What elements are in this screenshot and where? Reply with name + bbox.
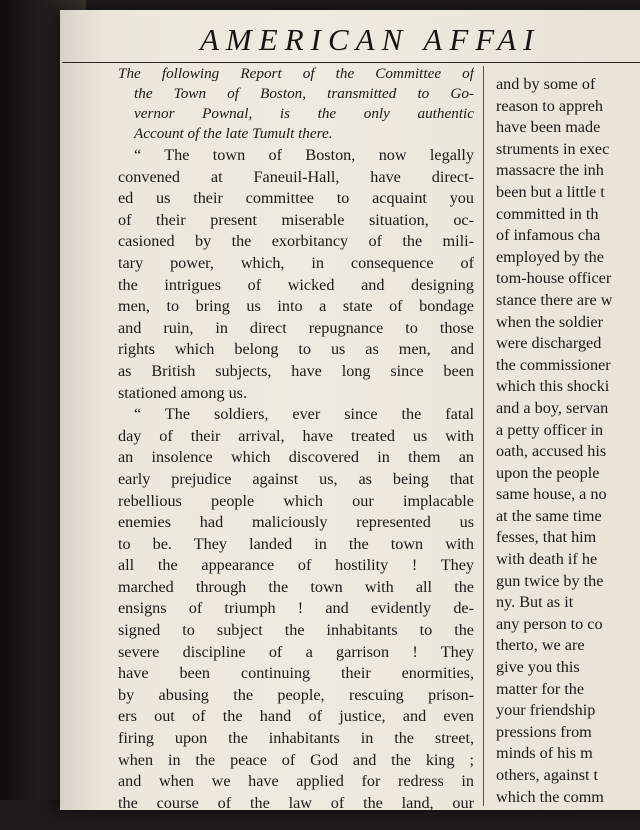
text-line: ny. But as it	[496, 593, 574, 612]
text-line: been but a little t	[496, 182, 605, 201]
right-column	[496, 74, 640, 830]
text-line: struments in exec	[496, 139, 610, 158]
text-line: all the appearance of hostility ! They	[118, 556, 474, 575]
text-line: others, against t	[496, 766, 599, 784]
text-line: early prejudice against us, as being that	[118, 469, 474, 488]
text-line: signed to subject the inhabitants to the	[118, 621, 474, 640]
text-line: massacre the inh	[496, 161, 604, 180]
text-line: and by some of	[496, 75, 596, 93]
text-line: The following Report of the Committee of	[118, 65, 474, 82]
text-line: “ The soldiers, ever since the fatal	[134, 405, 474, 424]
text-line: stance there are w	[496, 290, 613, 309]
text-line: reason to appreh	[496, 96, 603, 115]
text-line: fesses, that him	[496, 528, 597, 547]
text-line: ensigns of triumph ! and evidently de-	[118, 599, 474, 618]
text-line: severe discipline of a garrison ! They	[118, 642, 474, 661]
text-line: an insolence which discovered in them an	[118, 448, 474, 467]
text-line: which this shocki	[496, 377, 610, 396]
text-line: when in the peace of God and the king ;	[118, 750, 474, 769]
text-line: the course of the law of the land, our	[118, 793, 474, 812]
heading-rule	[62, 62, 640, 63]
text-line: tary power, which, in consequence of	[118, 253, 474, 272]
text-line: at the same time	[496, 506, 602, 525]
text-line: “ The town of Boston, now legally	[134, 146, 474, 164]
text-line: committed in th	[496, 204, 599, 223]
text-line: rebellious people which our implacable	[118, 491, 474, 510]
text-line: as British subjects, have long since been	[118, 361, 474, 380]
text-line: ed us their committee to acquaint you	[118, 189, 474, 208]
text-line: vernor Pownal, is the only authentic	[134, 105, 474, 122]
text-line: were discharged	[496, 334, 602, 353]
text-line: firing upon the inhabitants in the street,	[118, 729, 474, 748]
text-line: have been continuing their enormities,	[118, 664, 474, 683]
text-line: to be. They landed in the town with	[118, 534, 474, 553]
text-line: give you this	[496, 658, 580, 677]
text-line: and a boy, servan	[496, 398, 609, 417]
text-line: and ruin, in direct repugnance to those	[118, 318, 474, 337]
text-line: minds of his m	[496, 744, 593, 763]
text-line: convened at Faneuil-Hall, have direct-	[118, 167, 474, 186]
text-line: by abusing the people, rescuing prison-	[118, 685, 474, 704]
text-line: the intrigues of wicked and designing	[118, 275, 474, 294]
column-divider	[483, 66, 484, 806]
text-line: pressions from	[496, 722, 592, 741]
text-line: your friendship	[496, 701, 596, 720]
body-paragraph-1	[118, 145, 474, 404]
text-line: a petty officer in	[496, 420, 604, 439]
text-line: Account of the late Tumult there.	[134, 125, 333, 142]
text-line: and others our	[496, 809, 589, 828]
body-paragraph-2	[118, 404, 474, 814]
text-line: tom-house officer	[496, 269, 612, 288]
text-line: men, to bring us into a state of bondage	[118, 297, 474, 316]
text-line: have been made	[496, 118, 601, 137]
text-line: therto, we are	[496, 636, 585, 655]
text-line: casioned by the exorbitancy of the mili-	[118, 232, 474, 251]
text-line: and when we have applied for redress in	[118, 772, 474, 791]
text-line: ers out of the hand of justice, and even	[118, 707, 474, 726]
intro-paragraph	[118, 64, 474, 144]
text-line: of infamous cha	[496, 226, 601, 245]
text-line: of their present miserable situation, oc-	[118, 210, 474, 229]
text-line: matter for the	[496, 679, 585, 698]
text-line: oath, accused his	[496, 442, 607, 461]
text-line: which the comm	[496, 787, 604, 806]
text-line: gun twice by the	[496, 571, 604, 590]
text-line: rights which belong to us as men, and	[118, 340, 474, 359]
text-line: any person to co	[496, 614, 603, 633]
text-line: day of their arrival, have treated us with	[118, 426, 474, 445]
left-column	[118, 64, 474, 814]
text-line: marched through the town with all the	[118, 577, 474, 596]
text-line: enemies had maliciously represented us	[118, 513, 474, 532]
text-line: upon the people	[496, 463, 600, 482]
page-heading: AMERICAN AFFAI	[200, 22, 541, 57]
text-line: employed by the	[496, 247, 604, 266]
text-line: stationed among us.	[118, 383, 248, 402]
text-line: when the soldier	[496, 312, 603, 331]
text-line: same house, a no	[496, 485, 607, 504]
text-line: with death if he	[496, 550, 598, 569]
text-line: the Town of Boston, transmitted to Go-	[134, 85, 474, 102]
text-line: the commissioner	[496, 355, 611, 374]
